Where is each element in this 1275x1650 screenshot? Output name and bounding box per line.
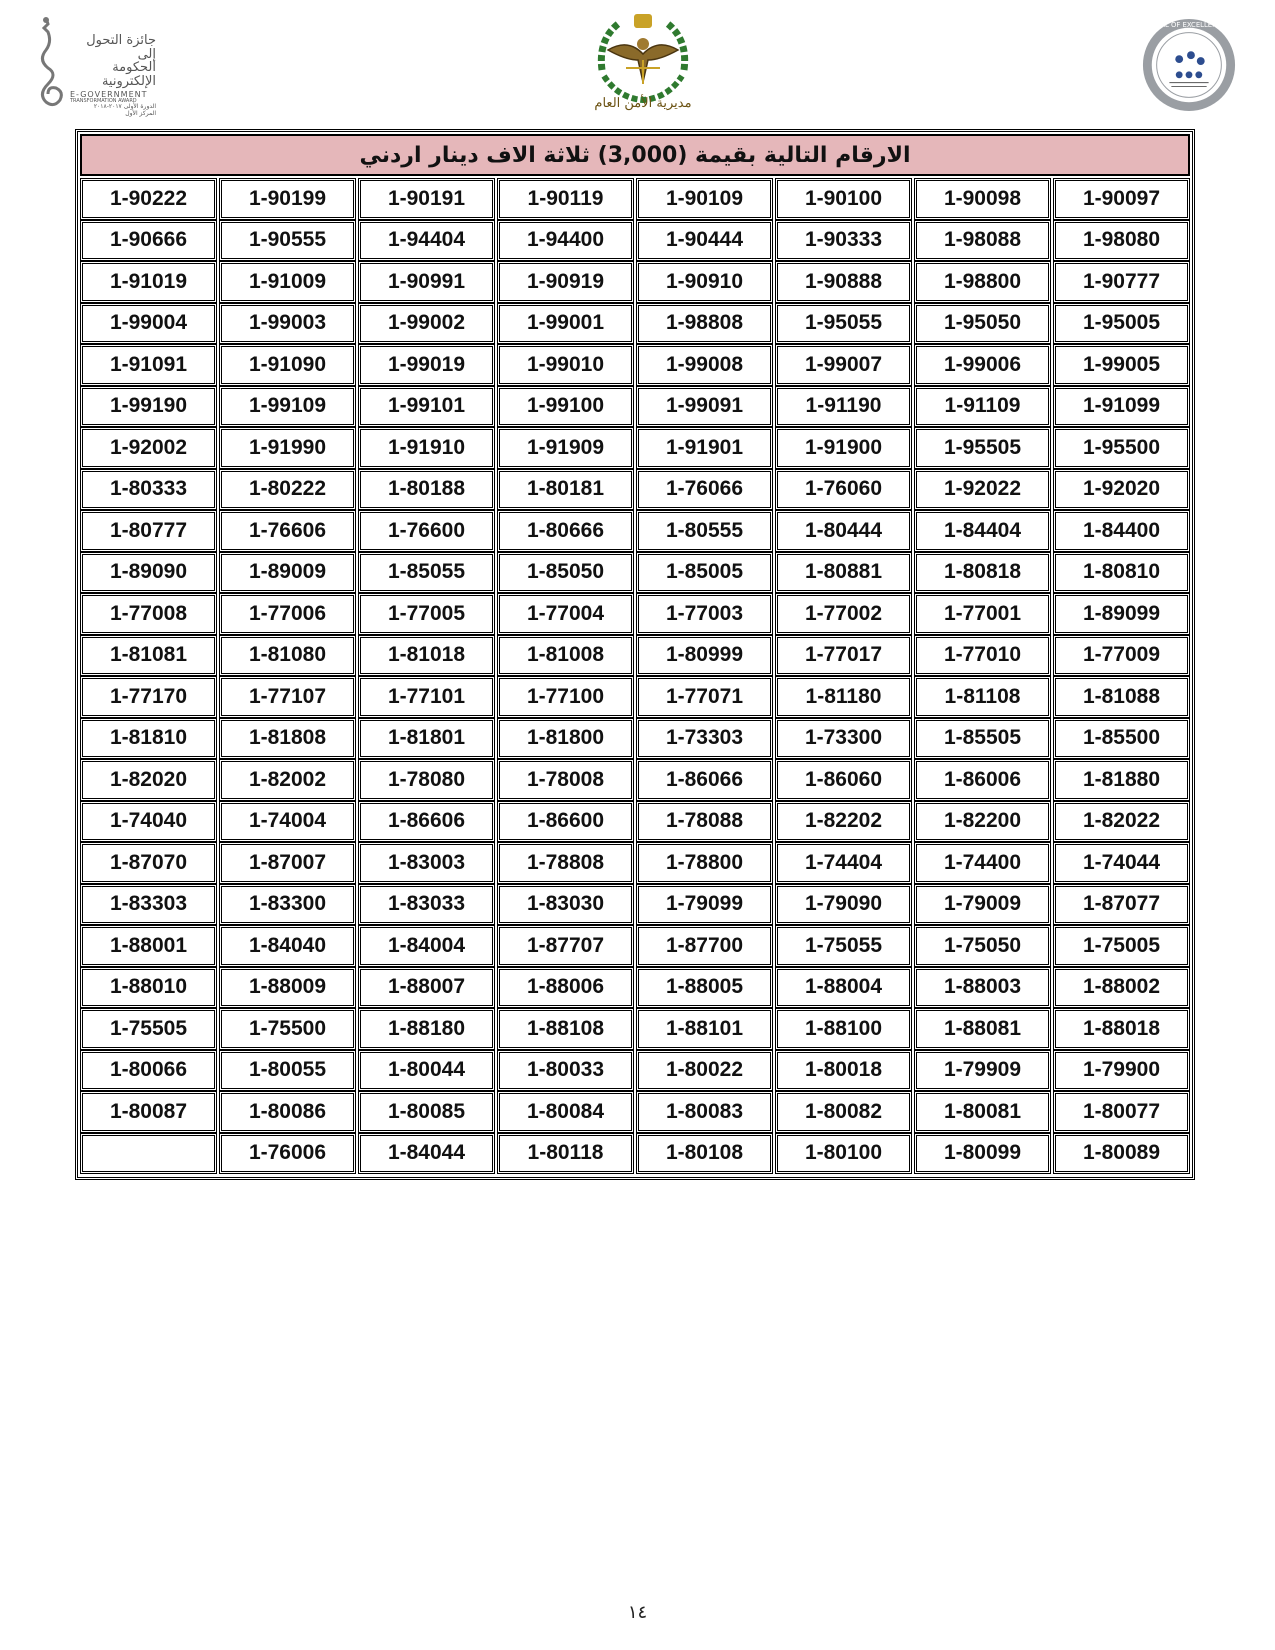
- plate-number-cell: 1-99109: [219, 386, 356, 428]
- plate-number-cell: 1-78080: [358, 759, 495, 801]
- plate-number-cell: 1-91091: [80, 344, 217, 386]
- plate-number-cell: 1-87007: [219, 842, 356, 884]
- plate-number-cell: 1-82200: [914, 801, 1051, 843]
- plate-number-cell: 1-88101: [636, 1008, 773, 1050]
- plate-number-cell: 1-73303: [636, 718, 773, 760]
- plate-number-cell: 1-84040: [219, 925, 356, 967]
- plate-number-cell: 1-81008: [497, 635, 634, 677]
- plate-number-cell: 1-78088: [636, 801, 773, 843]
- award-title-en2: TRANSFORMATION AWARD: [70, 97, 137, 104]
- plate-number-cell: 1-88108: [497, 1008, 634, 1050]
- plate-number-cell: 1-90333: [775, 220, 912, 262]
- plate-number-cell: 1-91990: [219, 427, 356, 469]
- plate-number-cell: 1-87700: [636, 925, 773, 967]
- page-number: ١٤: [627, 1602, 648, 1623]
- plate-number-cell: 1-86600: [497, 801, 634, 843]
- plate-number-cell: 1-92002: [80, 427, 217, 469]
- plate-number-cell: 1-91900: [775, 427, 912, 469]
- plate-number-cell: 1-79009: [914, 884, 1051, 926]
- plate-number-cell: 1-77001: [914, 593, 1051, 635]
- plate-number-cell: 1-91019: [80, 261, 217, 303]
- plate-number-cell: 1-90191: [358, 178, 495, 220]
- plate-number-cell: 1-73300: [775, 718, 912, 760]
- plate-number-cell: 1-88002: [1053, 967, 1190, 1009]
- plate-number-cell: 1-88100: [775, 1008, 912, 1050]
- plate-number-cell: 1-90888: [775, 261, 912, 303]
- plate-number-cell: 1-94400: [497, 220, 634, 262]
- plate-number-cell: 1-99019: [358, 344, 495, 386]
- plate-number-cell: 1-80077: [1053, 1091, 1190, 1133]
- plate-number-cell: 1-82022: [1053, 801, 1190, 843]
- plate-number-cell: 1-99002: [358, 303, 495, 345]
- plate-number-cell: 1-77003: [636, 593, 773, 635]
- plate-number-cell: 1-81108: [914, 676, 1051, 718]
- plate-number-cell: 1-77005: [358, 593, 495, 635]
- plate-number-cell: 1-80222: [219, 469, 356, 511]
- award-rank: المركز الأول: [125, 109, 156, 117]
- plate-number-cell: 1-92020: [1053, 469, 1190, 511]
- plate-number-cell: 1-80089: [1053, 1133, 1190, 1175]
- plate-number-cell: 1-75500: [219, 1008, 356, 1050]
- plate-number-cell: [80, 1133, 217, 1175]
- plate-number-cell: 1-90098: [914, 178, 1051, 220]
- plate-number-cell: 1-99010: [497, 344, 634, 386]
- plate-number-cell: 1-80083: [636, 1091, 773, 1133]
- plate-number-cell: 1-80818: [914, 552, 1051, 594]
- plate-number-cell: 1-83033: [358, 884, 495, 926]
- plate-number-cell: 1-79900: [1053, 1050, 1190, 1092]
- plate-number-cell: 1-77006: [219, 593, 356, 635]
- plate-number-cell: 1-76006: [219, 1133, 356, 1175]
- plate-number-cell: 1-81018: [358, 635, 495, 677]
- plate-number-cell: 1-77004: [497, 593, 634, 635]
- plate-number-cell: 1-95050: [914, 303, 1051, 345]
- award-swirl-icon: [34, 14, 68, 110]
- plate-number-cell: 1-77101: [358, 676, 495, 718]
- plate-number-cell: 1-80333: [80, 469, 217, 511]
- plate-number-cell: 1-89009: [219, 552, 356, 594]
- plate-number-cell: 1-90991: [358, 261, 495, 303]
- plate-number-cell: 1-78800: [636, 842, 773, 884]
- plate-number-cell: 1-80777: [80, 510, 217, 552]
- plate-number-cell: 1-75055: [775, 925, 912, 967]
- plate-number-cell: 1-85055: [358, 552, 495, 594]
- plate-number-cell: 1-91190: [775, 386, 912, 428]
- plate-number-cell: 1-99003: [219, 303, 356, 345]
- plate-number-cell: 1-76066: [636, 469, 773, 511]
- plate-number-cell: 1-76060: [775, 469, 912, 511]
- plate-number-cell: 1-85505: [914, 718, 1051, 760]
- plate-number-cell: 1-77170: [80, 676, 217, 718]
- plate-number-cell: 1-90100: [775, 178, 912, 220]
- plate-number-cell: 1-81810: [80, 718, 217, 760]
- plate-number-cell: 1-98800: [914, 261, 1051, 303]
- plate-number-cell: 1-90910: [636, 261, 773, 303]
- plate-number-cell: 1-89090: [80, 552, 217, 594]
- plate-numbers-grid: [80, 178, 1190, 1174]
- plate-number-cell: 1-81088: [1053, 676, 1190, 718]
- plate-number-cell: 1-84400: [1053, 510, 1190, 552]
- award-edition: الدورة الأولى ٢٠١٧-٢٠١٨: [93, 103, 156, 111]
- plate-number-cell: 1-80108: [636, 1133, 773, 1175]
- plate-number-cell: 1-81808: [219, 718, 356, 760]
- plate-number-cell: 1-99006: [914, 344, 1051, 386]
- page-header: [0, 0, 1275, 125]
- plate-number-cell: 1-90109: [636, 178, 773, 220]
- plate-number-cell: 1-91090: [219, 344, 356, 386]
- plate-number-cell: 1-77071: [636, 676, 773, 718]
- plate-number-cell: 1-80033: [497, 1050, 634, 1092]
- plate-number-cell: 1-74044: [1053, 842, 1190, 884]
- plate-number-cell: 1-74040: [80, 801, 217, 843]
- plate-number-cell: 1-86006: [914, 759, 1051, 801]
- plate-number-cell: 1-99008: [636, 344, 773, 386]
- plate-number-cell: 1-75050: [914, 925, 1051, 967]
- plate-number-cell: 1-81081: [80, 635, 217, 677]
- plate-number-cell: 1-95005: [1053, 303, 1190, 345]
- plate-number-cell: 1-90222: [80, 178, 217, 220]
- plate-number-cell: 1-86066: [636, 759, 773, 801]
- plate-number-cell: 1-80181: [497, 469, 634, 511]
- plate-number-cell: 1-86060: [775, 759, 912, 801]
- plate-number-cell: 1-84404: [914, 510, 1051, 552]
- plate-number-cell: 1-76600: [358, 510, 495, 552]
- plate-number-cell: 1-89099: [1053, 593, 1190, 635]
- plate-number-cell: 1-90444: [636, 220, 773, 262]
- plate-number-cell: 1-83003: [358, 842, 495, 884]
- plate-number-cell: 1-84044: [358, 1133, 495, 1175]
- plate-number-cell: 1-91901: [636, 427, 773, 469]
- plate-number-cell: 1-98808: [636, 303, 773, 345]
- plate-number-cell: 1-81180: [775, 676, 912, 718]
- plate-number-cell: 1-78008: [497, 759, 634, 801]
- plate-number-cell: 1-99101: [358, 386, 495, 428]
- plate-number-cell: 1-90666: [80, 220, 217, 262]
- plate-number-cell: 1-80081: [914, 1091, 1051, 1133]
- plate-number-cell: 1-91099: [1053, 386, 1190, 428]
- plate-number-cell: 1-82020: [80, 759, 217, 801]
- plate-number-cell: 1-80018: [775, 1050, 912, 1092]
- plate-number-cell: 1-77017: [775, 635, 912, 677]
- plate-number-cell: 1-90097: [1053, 178, 1190, 220]
- plate-number-cell: 1-88005: [636, 967, 773, 1009]
- plate-number-cell: 1-99091: [636, 386, 773, 428]
- plate-number-cell: 1-83030: [497, 884, 634, 926]
- plate-number-cell: 1-80099: [914, 1133, 1051, 1175]
- plate-number-cell: 1-80082: [775, 1091, 912, 1133]
- plate-number-cell: 1-99004: [80, 303, 217, 345]
- plate-number-cell: 1-76606: [219, 510, 356, 552]
- plate-number-cell: 1-79909: [914, 1050, 1051, 1092]
- plate-number-cell: 1-79099: [636, 884, 773, 926]
- seal-of-excellence-icon: [1140, 16, 1238, 114]
- plate-number-cell: 1-88009: [219, 967, 356, 1009]
- plate-number-cell: 1-75005: [1053, 925, 1190, 967]
- plate-number-cell: 1-91109: [914, 386, 1051, 428]
- table-title: الارقام التالية بقيمة (3,000) ثلاثة الاف دينار اردني: [80, 134, 1190, 176]
- plate-number-cell: 1-80100: [775, 1133, 912, 1175]
- plate-number-cell: 1-95055: [775, 303, 912, 345]
- plate-number-cell: 1-77009: [1053, 635, 1190, 677]
- plate-number-cell: 1-75505: [80, 1008, 217, 1050]
- plate-number-cell: 1-80555: [636, 510, 773, 552]
- plate-number-cell: 1-88004: [775, 967, 912, 1009]
- plate-number-cell: 1-88018: [1053, 1008, 1190, 1050]
- plate-number-cell: 1-99001: [497, 303, 634, 345]
- plate-number-cell: 1-94404: [358, 220, 495, 262]
- plate-number-cell: 1-84004: [358, 925, 495, 967]
- plate-number-cell: 1-91909: [497, 427, 634, 469]
- plate-number-cell: 1-78808: [497, 842, 634, 884]
- plate-number-cell: 1-77002: [775, 593, 912, 635]
- award-title-line1: جائزة التحول إلى: [86, 33, 156, 62]
- plate-number-cell: 1-77107: [219, 676, 356, 718]
- plate-number-cell: 1-87707: [497, 925, 634, 967]
- emblem-caption: مديرية الأمن العام: [594, 96, 692, 111]
- plate-number-cell: 1-74004: [219, 801, 356, 843]
- plate-number-cell: 1-90555: [219, 220, 356, 262]
- plate-number-cell: 1-85005: [636, 552, 773, 594]
- plate-number-cell: 1-88003: [914, 967, 1051, 1009]
- plate-number-cell: 1-99190: [80, 386, 217, 428]
- plate-number-cell: 1-81801: [358, 718, 495, 760]
- plate-number-cell: 1-88007: [358, 967, 495, 1009]
- plate-number-cell: 1-99100: [497, 386, 634, 428]
- plate-number-cell: 1-90777: [1053, 261, 1190, 303]
- plate-number-cell: 1-90919: [497, 261, 634, 303]
- plate-number-cell: 1-80022: [636, 1050, 773, 1092]
- plate-number-cell: 1-81800: [497, 718, 634, 760]
- plate-number-cell: 1-88180: [358, 1008, 495, 1050]
- plate-number-cell: 1-80188: [358, 469, 495, 511]
- plate-number-cell: 1-80118: [497, 1133, 634, 1175]
- plate-number-cell: 1-80999: [636, 635, 773, 677]
- plate-number-cell: 1-86606: [358, 801, 495, 843]
- plate-number-cell: 1-80085: [358, 1091, 495, 1133]
- plate-number-cell: 1-98088: [914, 220, 1051, 262]
- plate-number-cell: 1-80055: [219, 1050, 356, 1092]
- plate-number-cell: 1-88010: [80, 967, 217, 1009]
- plate-number-cell: 1-85500: [1053, 718, 1190, 760]
- plate-number-cell: 1-74400: [914, 842, 1051, 884]
- plate-number-cell: 1-99007: [775, 344, 912, 386]
- plate-number-cell: 1-95500: [1053, 427, 1190, 469]
- plate-number-cell: 1-91009: [219, 261, 356, 303]
- plate-number-cell: 1-81080: [219, 635, 356, 677]
- plate-number-cell: 1-77100: [497, 676, 634, 718]
- plate-number-cell: 1-82202: [775, 801, 912, 843]
- egov-award-logo: [34, 14, 156, 117]
- plate-number-cell: 1-88001: [80, 925, 217, 967]
- plate-number-cell: 1-88006: [497, 967, 634, 1009]
- plate-number-cell: 1-80881: [775, 552, 912, 594]
- plate-number-cell: 1-79090: [775, 884, 912, 926]
- plate-number-cell: 1-77010: [914, 635, 1051, 677]
- plate-number-cell: 1-87077: [1053, 884, 1190, 926]
- plate-number-cell: 1-80087: [80, 1091, 217, 1133]
- plate-number-cell: 1-95505: [914, 427, 1051, 469]
- plate-number-cell: 1-88081: [914, 1008, 1051, 1050]
- plate-number-cell: 1-87070: [80, 842, 217, 884]
- plate-number-cell: 1-80810: [1053, 552, 1190, 594]
- plate-number-cell: 1-92022: [914, 469, 1051, 511]
- plate-number-cell: 1-80444: [775, 510, 912, 552]
- award-title-en1: E-GOVERNMENT: [70, 89, 148, 99]
- plate-number-cell: 1-80066: [80, 1050, 217, 1092]
- plate-number-cell: 1-91910: [358, 427, 495, 469]
- plate-number-cell: 1-74404: [775, 842, 912, 884]
- plate-numbers-table: [75, 129, 1195, 1180]
- plate-number-cell: 1-77008: [80, 593, 217, 635]
- plate-number-cell: 1-80666: [497, 510, 634, 552]
- seal-ring-text: SEAL OF EXCELLENCE: [1151, 20, 1227, 29]
- plate-number-cell: 1-83303: [80, 884, 217, 926]
- award-title-line2: الحكومة الإلكترونية: [101, 60, 156, 89]
- plate-number-cell: 1-80084: [497, 1091, 634, 1133]
- plate-number-cell: 1-90199: [219, 178, 356, 220]
- plate-number-cell: 1-82002: [219, 759, 356, 801]
- plate-number-cell: 1-80086: [219, 1091, 356, 1133]
- plate-number-cell: 1-81880: [1053, 759, 1190, 801]
- plate-number-cell: 1-85050: [497, 552, 634, 594]
- plate-number-cell: 1-80044: [358, 1050, 495, 1092]
- plate-number-cell: 1-90119: [497, 178, 634, 220]
- plate-number-cell: 1-98080: [1053, 220, 1190, 262]
- plate-number-cell: 1-99005: [1053, 344, 1190, 386]
- plate-number-cell: 1-83300: [219, 884, 356, 926]
